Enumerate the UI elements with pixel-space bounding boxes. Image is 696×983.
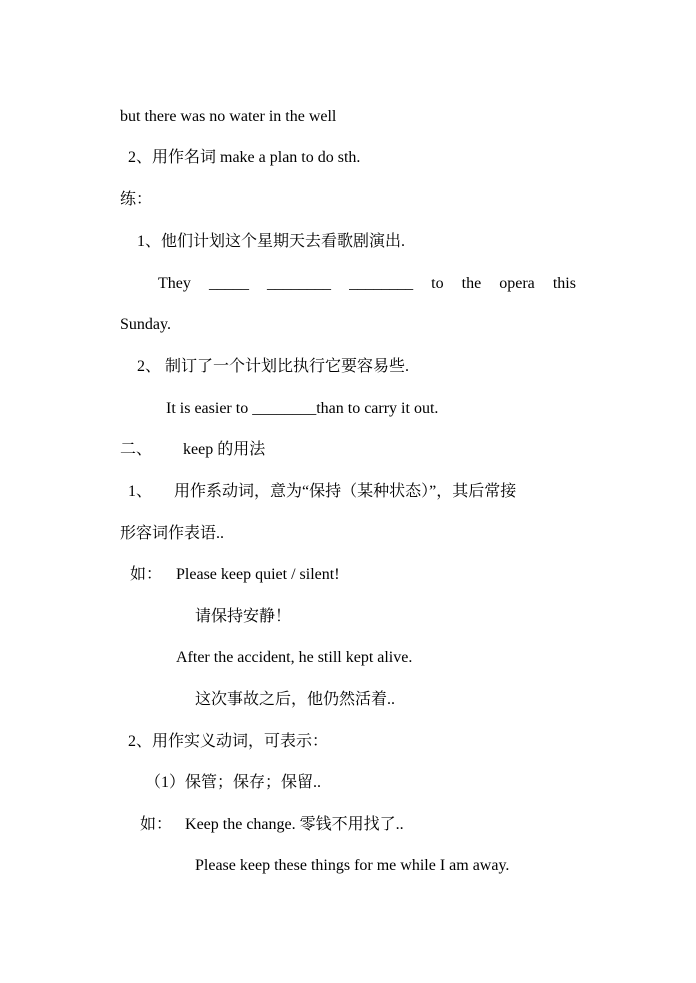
text-line: Sunday. [120, 316, 171, 333]
example-label: 如： [130, 566, 163, 583]
blank: _____ [208, 275, 249, 292]
exercise-label: 练： [120, 191, 153, 208]
blank: ________ [349, 275, 414, 292]
text-line: but there was no water in the well [120, 108, 337, 125]
section-item-heading: 2、用作实义动词，可表示： [128, 733, 329, 750]
translation-line: 这次事故之后，他仍然活着.. [195, 691, 396, 708]
word: this [552, 275, 576, 292]
fill-in-sentence [158, 274, 576, 294]
text-line: 形容词作表语.. [120, 525, 225, 542]
word: the [461, 275, 482, 292]
section-number: 二、 [120, 441, 153, 458]
word: They [158, 275, 191, 292]
section-item-heading: 2、用作名词 make a plan to do sth. [128, 149, 361, 166]
word: to [431, 275, 444, 292]
item-text: 用作系动词，意为“保持（某种状态）”，其后常接 [174, 483, 517, 500]
translation-line: 请保持安静！ [195, 608, 292, 625]
sub-item: （1）保管；保存；保留.. [145, 774, 322, 791]
example-line [130, 565, 340, 585]
word: opera [499, 275, 535, 292]
section-item-heading [128, 482, 516, 502]
example-text: Please keep these things for me while I am away. [195, 857, 510, 874]
example-text: Please keep quiet / silent! [176, 566, 340, 583]
example-label: 如： [140, 816, 173, 833]
item-number: 1、 [128, 483, 153, 500]
section-title: keep 的用法 [183, 441, 266, 458]
exercise-item: 1、他们计划这个星期天去看歌剧演出. [137, 233, 406, 250]
example-text: After the accident, he still kept alive. [176, 649, 413, 666]
example-line [140, 815, 404, 835]
fill-in-sentence: It is easier to ________than to carry it out. [166, 400, 439, 417]
blank: ________ [267, 275, 331, 292]
section-heading [120, 440, 265, 460]
exercise-item: 2、 制订了一个计划比执行它要容易些. [137, 358, 410, 375]
example-text: Keep the change. 零钱不用找了.. [185, 816, 404, 833]
